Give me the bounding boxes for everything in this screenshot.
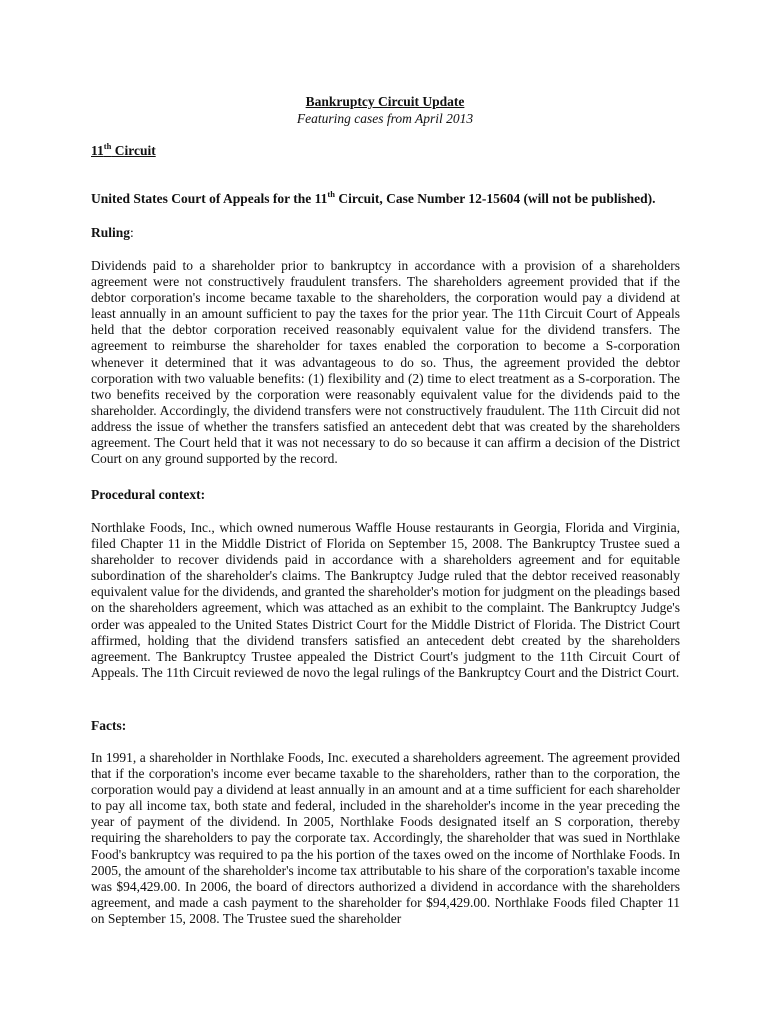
case-heading (91, 188, 691, 207)
facts-paragraph: In 1991, a shareholder in Northlake Foods, Inc. executed a shareholders agreement. The agreement provided that if the corporation's income ever became taxable to the shareholders, rather than to the corporation, the corporation would pay a dividend at least annually in an amount and at a time sufficient for each shareholder to pay all income tax, both state and federal, included in the shareholder's income in the year preceding the year of payment of the dividend. In 2005, Northlake Foods designated itself an S corporation, thereby requiring the shareholders to pay the corporate tax. Accordingly, the shareholder that was sued in Northlake Food's bankruptcy was required to pa the his portion of the taxes owed on the income of Northlake Foods. In 2005, the amount of the shareholder's income tax attributable to his share of the corporation's taxable income was $94,429.00. In 2006, the board of directors authorized a dividend in accordance with the shareholders agreement, and made a cash payment to the shareholder for $94,429.00. Northlake Foods filed Chapter 11 on September 15, 2008. The Trustee sued the shareholder (91, 750, 680, 926)
ruling-label: Ruling (91, 225, 131, 240)
case-heading-suffix: Circuit, Case Number 12-15604 (will not be published). (334, 191, 656, 206)
circuit-word: Circuit (111, 143, 156, 158)
procedural-heading: Procedural context: (91, 487, 206, 502)
case-heading-ordinal: th (327, 188, 335, 199)
procedural-paragraph: Northlake Foods, Inc., which owned numerous Waffle House restaurants in Georgia, Florida and Virginia, filed Chapter 11 in the Middle District of Florida on September 15, 2008. The Bankruptcy Trustee sued a shareholder to recover dividends paid in accordance with a shareholders agreement and for equitable subordination of the shareholder's claims. The Bankruptcy Judge ruled that the debtor received reasonably equivalent value for the dividends, and granted the shareholder's motion for judgment on the pleadings based on the shareholders agreement, which was attached as an exhibit to the complaint. The Bankruptcy Judge's order was appealed to the United States District Court for the Middle District of Florida. The District Court affirmed, holding that the dividend transfers satisfied an antecedent debt created by the shareholders agreement. The Bankruptcy Trustee appealed the District Court's judgment to the 11th Circuit Court of Appeals. The 11th Circuit reviewed de novo the legal rulings of the Bankruptcy Court and the District Court. (91, 520, 680, 680)
document-subtitle: Featuring cases from April 2013 (296, 111, 474, 126)
circuit-heading (91, 140, 156, 159)
circuit-ordinal: th (103, 140, 112, 151)
ruling-colon: : (130, 225, 134, 240)
case-heading-prefix: United States Court of Appeals for the 11 (91, 191, 328, 206)
circuit-number: 11 (91, 143, 104, 158)
ruling-paragraph: Dividends paid to a shareholder prior to bankruptcy in accordance with a provision of a shareholders agreement were not constructively fraudulent transfers. The shareholders agreement provided that if the debtor corporation's income became taxable to the shareholders, the corporation would pay a dividend at least annually in an amount sufficient to pay the taxes for the prior year. The 11th Circuit Court of Appeals held that the debtor corporation received reasonably equivalent value for the dividend transfers. The agreement to reimburse the shareholder for taxes enabled the corporation to become a S-corporation whenever it determined that it was advantageous to do so. Thus, the agreement provided the debtor corporation with two valuable benefits: (1) flexibility and (2) time to elect treatment as a S-corporation. The two benefits received by the corporation were reasonably equivalent value for the dividends paid to the shareholder. Accordingly, the dividend transfers were not constructively fraudulent. The 11th Circuit did not address the issue of whether the transfers satisfied an antecedent debt that was created by the shareholders agreement. The Court held that it was not necessary to do so because it can affirm a decision of the District Court on any ground supported by the record. (91, 258, 680, 467)
ruling-heading (91, 225, 134, 241)
facts-heading: Facts: (91, 718, 127, 733)
document-title: Bankruptcy Circuit Update (305, 94, 465, 109)
